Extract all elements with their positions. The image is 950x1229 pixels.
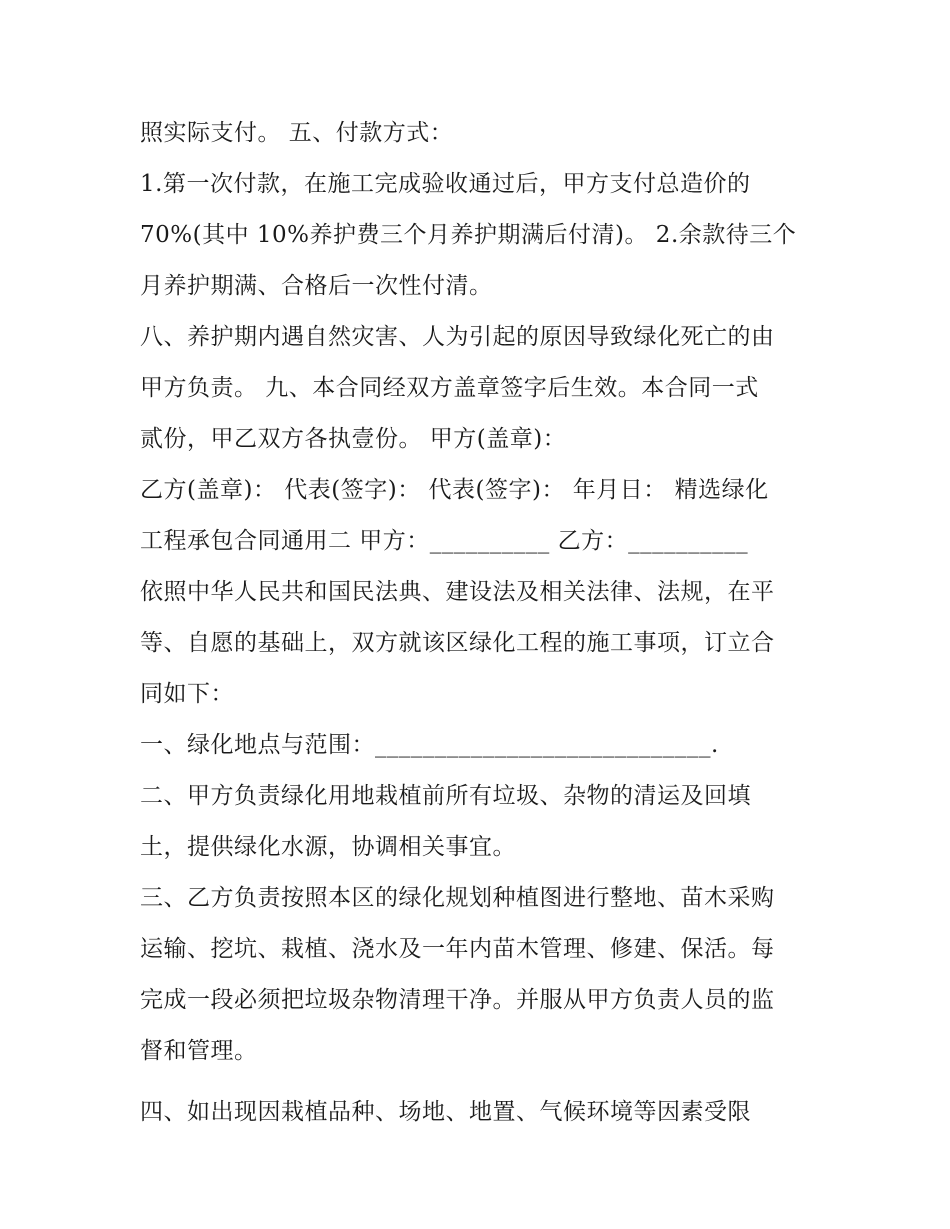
- text-line-2: 1.第一次付款，在施工完成验收通过后，甲方支付总造价的: [140, 171, 751, 197]
- text-line-6: 甲方负责。 九、本合同经双方盖章签字后生效。本合同一式: [140, 375, 759, 401]
- text-line-8: 乙方(盖章)： 代表(签字)： 代表(签字)： 年月日： 精选绿化: [140, 477, 769, 503]
- text-line-20: 四、如出现因栽植品种、场地、地置、气候环境等因素受限: [140, 1099, 751, 1125]
- text-line-15: 土，提供绿化水源，协调相关事宜。: [140, 834, 516, 860]
- text-line-18: 完成一段必须把垃圾杂物清理干净。并服从甲方负责人员的监: [140, 987, 775, 1013]
- text-line-17: 运输、挖坑、栽植、浇水及一年内苗木管理、修建、保活。每: [140, 936, 775, 962]
- text-line-14: 二、甲方负责绿化用地栽植前所有垃圾、杂物的清运及回填: [140, 783, 751, 809]
- text-line-12: 同如下：: [140, 681, 234, 707]
- text-line-19: 督和管理。: [140, 1038, 258, 1064]
- text-line-9: 工程承包合同通用二 甲方：__________ 乙方：__________: [140, 528, 749, 554]
- text-line-11: 等、自愿的基础上，双方就该区绿化工程的施工事项，订立合: [140, 630, 775, 656]
- text-line-7: 贰份，甲乙双方各执壹份。 甲方(盖章)：: [140, 426, 567, 452]
- text-line-13: 一、绿化地点与范围：____________________________.: [140, 732, 719, 758]
- text-line-3: 70%(其中 10%养护费三个月养护期满后付清)。 2.余款待三个: [140, 222, 797, 248]
- contract-text: [140, 108, 820, 1138]
- text-line-5: 八、养护期内遇自然灾害、人为引起的原因导致绿化死亡的由: [140, 324, 775, 350]
- text-line-4: 月养护期满、合格后一次性付清。: [140, 273, 493, 299]
- text-line-1: 照实际支付。 五、付款方式：: [140, 120, 454, 146]
- text-line-16: 三、乙方负责按照本区的绿化规划种植图进行整地、苗木采购: [140, 885, 775, 911]
- text-line-10: 依照中华人民共和国民法典、建设法及相关法律、法规，在平: [140, 579, 775, 605]
